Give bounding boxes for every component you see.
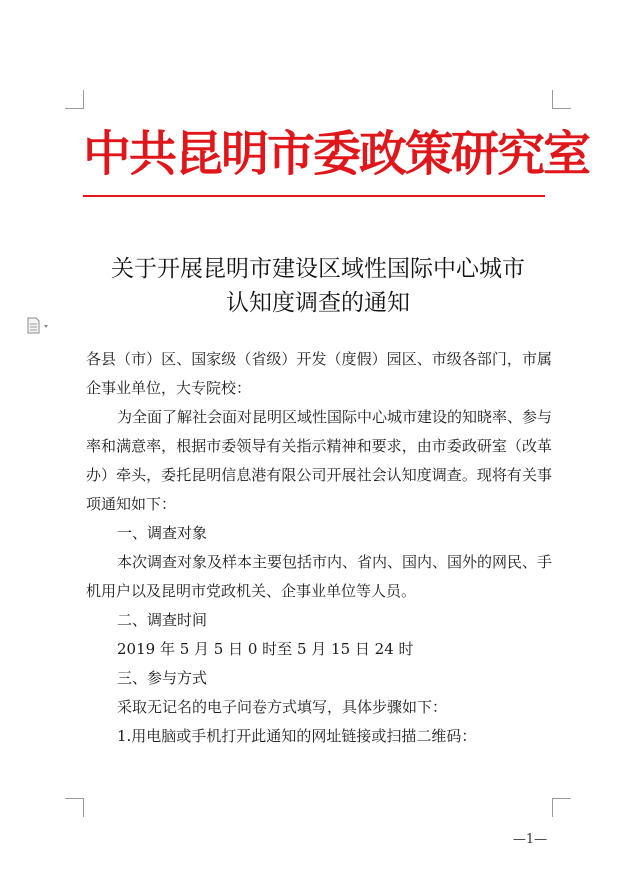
document-title-line-1: 关于开展昆明市建设区域性国际中心城市 <box>111 256 525 282</box>
page-corner-mark-top-right <box>552 90 571 109</box>
page-corner-mark-bottom-right <box>552 798 571 817</box>
survey-targets-paragraph: 本次调查对象及样本主要包括市内、省内、国内、国外的网民、手机用户以及昆明市党政机关、企事业单位等人员。 <box>86 553 553 600</box>
survey-time-text: 2019 年 5 月 5 日 0 时至 5 月 15 日 24 时 <box>117 640 414 658</box>
page-corner-mark-top-left <box>65 90 84 109</box>
section-heading-survey-time: 二、调查时间 <box>117 611 208 629</box>
intro-paragraph: 为全面了解社会面对昆明区域性国际中心城市建设的知晓率、参与率和满意率，根据市委领导有关指示精神和要求，由市委政研室（改革办）牵头，委托昆明信息港有限公司开展社会认知度调查。现将有关事项通知如下： <box>86 408 553 513</box>
organization-header: 中共昆明市委政策研究室 <box>83 126 590 182</box>
page-number: —1— <box>512 832 548 847</box>
header-red-rule <box>83 195 545 197</box>
participation-method-text: 采取无记名的电子问卷方式填写，具体步骤如下： <box>117 698 448 716</box>
document-icon[interactable] <box>26 317 56 335</box>
page-corner-mark-bottom-left <box>65 798 84 817</box>
recipients-paragraph: 各县（市）区、国家级（省级）开发（度假）园区、市级各部门，市属企事业单位，大专院校： <box>86 350 552 397</box>
section-heading-participation-method: 三、参与方式 <box>117 669 208 687</box>
section-heading-survey-targets: 一、调查对象 <box>117 524 208 542</box>
step-1-text: 1.用电脑或手机打开此通知的网址链接或扫描二维码： <box>117 727 477 745</box>
document-title-line-2: 认知度调查的通知 <box>226 290 410 316</box>
